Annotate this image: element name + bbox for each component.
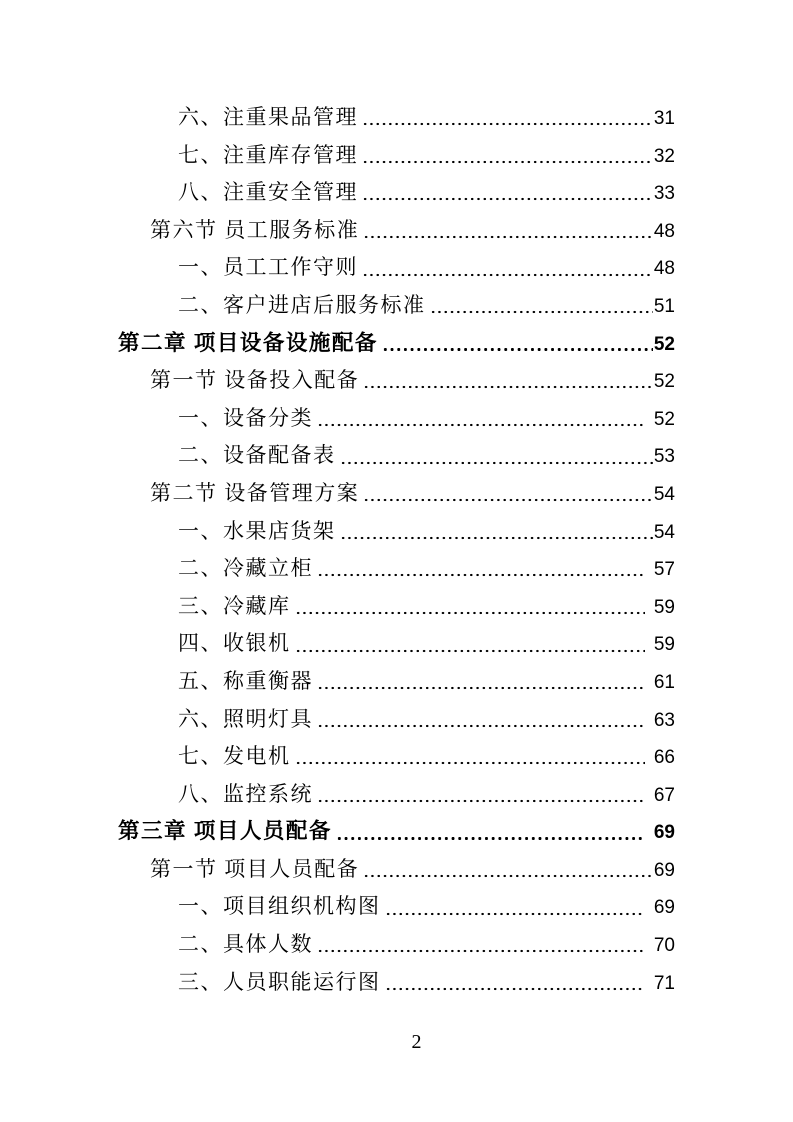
toc-entry-title: 第二章 项目设备设施配备 [118, 330, 378, 355]
dot-leader [295, 588, 645, 626]
toc-entry-title: 第二节 设备管理方案 [150, 480, 360, 505]
toc-entry-page-number: 71 [653, 972, 675, 994]
toc-entry-page-number: 69 [653, 897, 675, 919]
toc-entry-page-number: 51 [653, 295, 675, 317]
toc-entry-page-number: 59 [653, 634, 675, 656]
dot-leader [385, 888, 645, 926]
toc-entry-page-number: 54 [653, 483, 675, 505]
toc-entry-section[interactable] [118, 851, 675, 889]
toc-entry-page-number: 48 [653, 220, 675, 242]
toc-entry-item[interactable] [118, 625, 675, 663]
toc-entry-title: 四、收银机 [178, 631, 291, 656]
toc-entry-page-number: 48 [653, 258, 675, 280]
toc-entry-title: 六、照明灯具 [178, 706, 313, 731]
dot-leader [430, 287, 653, 325]
dot-leader [317, 926, 645, 964]
dot-leader [385, 964, 645, 1002]
toc-entry-item[interactable] [118, 738, 675, 776]
toc-entry-page-number: 69 [653, 859, 675, 881]
toc-entry-item[interactable] [118, 437, 675, 475]
toc-entry-chapter[interactable] [118, 325, 675, 363]
dot-leader [363, 212, 653, 250]
table-of-contents [118, 99, 675, 1001]
toc-entry-item[interactable] [118, 588, 675, 626]
toc-entry-item[interactable] [118, 964, 675, 1002]
toc-entry-page-number: 52 [653, 333, 675, 355]
toc-entry-title: 第六节 员工服务标准 [150, 217, 360, 242]
dot-leader [340, 513, 653, 551]
toc-entry-page-number: 53 [653, 446, 675, 468]
toc-entry-item[interactable] [118, 287, 675, 325]
toc-entry-section[interactable] [118, 212, 675, 250]
toc-entry-page-number: 59 [653, 596, 675, 618]
toc-entry-item[interactable] [118, 550, 675, 588]
toc-entry-title: 一、设备分类 [178, 405, 313, 430]
toc-entry-item[interactable] [118, 888, 675, 926]
dot-leader [382, 325, 653, 363]
toc-entry-page-number: 57 [653, 559, 675, 581]
toc-entry-item[interactable] [118, 137, 675, 175]
toc-entry-item[interactable] [118, 701, 675, 739]
toc-entry-page-number: 52 [653, 408, 675, 430]
toc-entry-page-number: 63 [653, 709, 675, 731]
toc-entry-title: 一、水果店货架 [178, 518, 336, 543]
toc-entry-title: 五、称重衡器 [178, 668, 313, 693]
dot-leader [336, 813, 645, 851]
toc-entry-title: 第一节 设备投入配备 [150, 368, 360, 393]
dot-leader [317, 663, 645, 701]
toc-entry-title: 七、发电机 [178, 744, 291, 769]
dot-leader [362, 99, 653, 137]
dot-leader [363, 475, 653, 513]
toc-entry-title: 第三章 项目人员配备 [118, 819, 332, 844]
dot-leader [363, 851, 653, 889]
toc-entry-title: 八、注重安全管理 [178, 180, 358, 205]
dot-leader [363, 362, 653, 400]
toc-entry-chapter[interactable] [118, 813, 675, 851]
dot-leader [317, 776, 645, 814]
toc-entry-page-number: 67 [653, 784, 675, 806]
toc-entry-item[interactable] [118, 174, 675, 212]
toc-entry-title: 第一节 项目人员配备 [150, 856, 360, 881]
toc-entry-section[interactable] [118, 475, 675, 513]
toc-entry-item[interactable] [118, 663, 675, 701]
toc-entry-page-number: 31 [653, 108, 675, 129]
toc-entry-title: 二、客户进店后服务标准 [178, 292, 426, 317]
toc-entry-page-number: 66 [653, 747, 675, 769]
dot-leader [317, 550, 645, 588]
toc-entry-page-number: 33 [653, 183, 675, 205]
dot-leader [362, 249, 653, 287]
toc-entry-title: 二、设备配备表 [178, 443, 336, 468]
dot-leader [295, 738, 645, 776]
page-footer [0, 1028, 793, 1056]
dot-leader [340, 437, 653, 475]
toc-entry-page-number: 69 [653, 822, 675, 844]
dot-leader [317, 400, 645, 438]
footer-page-number: 2 [411, 1031, 422, 1053]
toc-entry-page-number: 70 [653, 935, 675, 957]
toc-entry-item[interactable] [118, 926, 675, 964]
toc-entry-item[interactable] [118, 776, 675, 814]
toc-entry-item[interactable] [118, 99, 675, 137]
dot-leader [362, 174, 653, 212]
toc-entry-item[interactable] [118, 513, 675, 551]
toc-entry-title: 一、项目组织机构图 [178, 894, 381, 919]
toc-entry-page-number: 54 [653, 521, 675, 543]
toc-entry-title: 一、员工工作守则 [178, 255, 358, 280]
toc-entry-title: 六、注重果品管理 [178, 105, 358, 129]
toc-entry-title: 三、人员职能运行图 [178, 969, 381, 994]
toc-entry-title: 三、冷藏库 [178, 593, 291, 618]
toc-entry-title: 八、监控系统 [178, 781, 313, 806]
dot-leader [362, 137, 653, 175]
toc-entry-page-number: 32 [653, 145, 675, 167]
toc-entry-item[interactable] [118, 249, 675, 287]
toc-entry-page-number: 52 [653, 371, 675, 393]
dot-leader [317, 701, 645, 739]
toc-entry-title: 七、注重库存管理 [178, 142, 358, 167]
toc-entry-title: 二、冷藏立柜 [178, 556, 313, 581]
toc-entry-page-number: 61 [653, 671, 675, 693]
dot-leader [295, 625, 645, 663]
toc-entry-title: 二、具体人数 [178, 932, 313, 957]
toc-entry-section[interactable] [118, 362, 675, 400]
toc-entry-item[interactable] [118, 400, 675, 438]
